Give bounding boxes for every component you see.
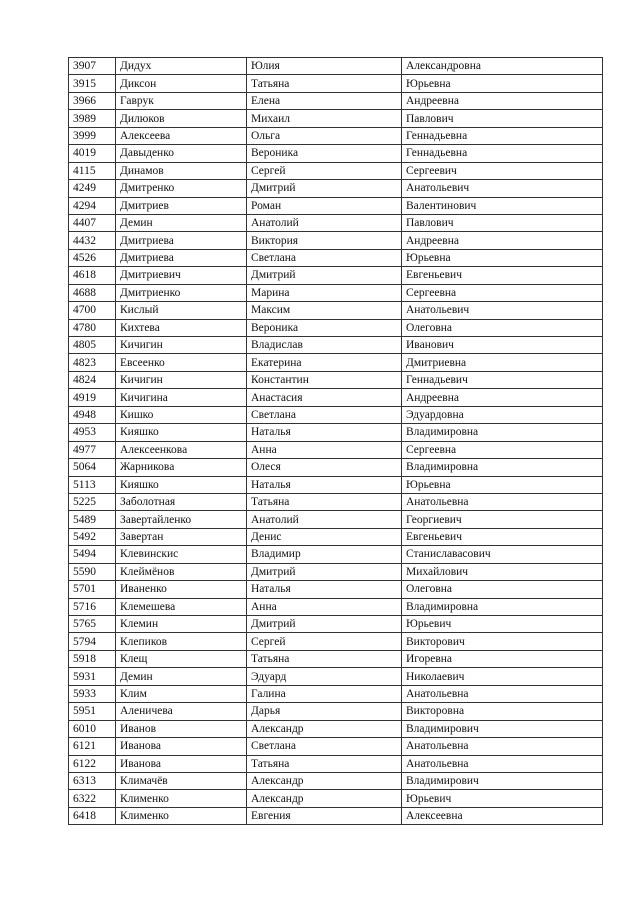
cell-number: 4948: [69, 406, 116, 423]
cell-patronymic: Георгиевич: [402, 511, 603, 528]
table-row: [69, 127, 603, 144]
cell-first-name: Сергей: [247, 633, 402, 650]
cell-first-name: Анна: [247, 598, 402, 615]
cell-first-name: Олеся: [247, 459, 402, 476]
cell-patronymic: Игоревна: [402, 650, 603, 667]
cell-patronymic: Андреевна: [402, 232, 603, 249]
cell-number: 4294: [69, 197, 116, 214]
cell-number: 4919: [69, 389, 116, 406]
cell-patronymic: Анатольевна: [402, 685, 603, 702]
table-row: [69, 284, 603, 301]
cell-first-name: Екатерина: [247, 354, 402, 371]
cell-last-name: Демин: [116, 214, 247, 231]
cell-last-name: Кичигина: [116, 389, 247, 406]
cell-first-name: Михаил: [247, 110, 402, 127]
cell-patronymic: Юрьевна: [402, 75, 603, 92]
table-row: [69, 92, 603, 109]
cell-last-name: Кияшко: [116, 476, 247, 493]
cell-last-name: Иваненко: [116, 581, 247, 598]
cell-number: 4249: [69, 180, 116, 197]
cell-number: 4700: [69, 302, 116, 319]
cell-number: 4805: [69, 337, 116, 354]
cell-patronymic: Владимировна: [402, 459, 603, 476]
cell-number: 4407: [69, 214, 116, 231]
cell-patronymic: Станиславасович: [402, 546, 603, 563]
cell-first-name: Сергей: [247, 162, 402, 179]
cell-patronymic: Евгеньевич: [402, 528, 603, 545]
cell-patronymic: Анатольевна: [402, 738, 603, 755]
cell-first-name: Наталья: [247, 581, 402, 598]
cell-first-name: Татьяна: [247, 493, 402, 510]
cell-first-name: Евгения: [247, 807, 402, 824]
table-row: [69, 232, 603, 249]
cell-last-name: Дмитриева: [116, 249, 247, 266]
cell-last-name: Завертайленко: [116, 511, 247, 528]
cell-number: 5794: [69, 633, 116, 650]
cell-last-name: Клемешева: [116, 598, 247, 615]
cell-patronymic: Павлович: [402, 214, 603, 231]
cell-patronymic: Михайлович: [402, 563, 603, 580]
cell-first-name: Марина: [247, 284, 402, 301]
table-row: [69, 546, 603, 563]
cell-number: 5590: [69, 563, 116, 580]
cell-last-name: Кичигин: [116, 337, 247, 354]
table-row: [69, 162, 603, 179]
cell-patronymic: Евгеньевич: [402, 267, 603, 284]
table-row: [69, 302, 603, 319]
table-row: [69, 616, 603, 633]
cell-first-name: Денис: [247, 528, 402, 545]
cell-first-name: Татьяна: [247, 755, 402, 772]
table-row: [69, 110, 603, 127]
cell-last-name: Клепиков: [116, 633, 247, 650]
cell-first-name: Анатолий: [247, 511, 402, 528]
cell-last-name: Кислый: [116, 302, 247, 319]
table-row: [69, 214, 603, 231]
cell-patronymic: Олеговна: [402, 319, 603, 336]
table-row: [69, 406, 603, 423]
cell-patronymic: Олеговна: [402, 581, 603, 598]
cell-number: 4019: [69, 145, 116, 162]
cell-last-name: Кияшко: [116, 424, 247, 441]
table-row: [69, 598, 603, 615]
table-row: [69, 528, 603, 545]
cell-number: 6418: [69, 807, 116, 824]
cell-number: 5489: [69, 511, 116, 528]
cell-patronymic: Геннадьевна: [402, 145, 603, 162]
table-row: [69, 319, 603, 336]
cell-last-name: Дидух: [116, 58, 247, 75]
table-row: [69, 650, 603, 667]
cell-first-name: Дмитрий: [247, 180, 402, 197]
table-row: [69, 371, 603, 388]
table-row: [69, 581, 603, 598]
cell-patronymic: Андреевна: [402, 389, 603, 406]
cell-last-name: Алексеенкова: [116, 441, 247, 458]
cell-first-name: Елена: [247, 92, 402, 109]
cell-first-name: Александр: [247, 772, 402, 789]
cell-number: 3915: [69, 75, 116, 92]
cell-first-name: Дарья: [247, 703, 402, 720]
cell-number: 4526: [69, 249, 116, 266]
cell-patronymic: Викторовна: [402, 703, 603, 720]
cell-patronymic: Юрьевич: [402, 616, 603, 633]
cell-number: 5064: [69, 459, 116, 476]
cell-patronymic: Валентинович: [402, 197, 603, 214]
table-row: [69, 493, 603, 510]
cell-patronymic: Владимировна: [402, 424, 603, 441]
cell-patronymic: Александровна: [402, 58, 603, 75]
table-row: [69, 180, 603, 197]
cell-patronymic: Анатольевич: [402, 180, 603, 197]
cell-number: 5494: [69, 546, 116, 563]
cell-patronymic: Алексеевна: [402, 807, 603, 824]
table-row: [69, 511, 603, 528]
cell-patronymic: Николаевич: [402, 668, 603, 685]
cell-number: 5933: [69, 685, 116, 702]
table-row: [69, 58, 603, 75]
cell-first-name: Виктория: [247, 232, 402, 249]
cell-first-name: Галина: [247, 685, 402, 702]
cell-first-name: Эдуард: [247, 668, 402, 685]
cell-patronymic: Юрьевна: [402, 476, 603, 493]
cell-first-name: Татьяна: [247, 75, 402, 92]
cell-last-name: Иванова: [116, 738, 247, 755]
table-row: [69, 720, 603, 737]
table-row: [69, 807, 603, 824]
cell-patronymic: Анатольевна: [402, 493, 603, 510]
cell-patronymic: Владимирович: [402, 772, 603, 789]
cell-first-name: Александр: [247, 790, 402, 807]
cell-first-name: Анатолий: [247, 214, 402, 231]
cell-last-name: Клеймёнов: [116, 563, 247, 580]
cell-first-name: Дмитрий: [247, 267, 402, 284]
table-row: [69, 476, 603, 493]
cell-patronymic: Андреевна: [402, 92, 603, 109]
cell-first-name: Анастасия: [247, 389, 402, 406]
cell-patronymic: Владимировна: [402, 598, 603, 615]
cell-last-name: Давыденко: [116, 145, 247, 162]
cell-last-name: Демин: [116, 668, 247, 685]
cell-first-name: Анна: [247, 441, 402, 458]
cell-number: 4688: [69, 284, 116, 301]
cell-number: 3907: [69, 58, 116, 75]
cell-last-name: Иванов: [116, 720, 247, 737]
cell-number: 4618: [69, 267, 116, 284]
cell-last-name: Дмитриев: [116, 197, 247, 214]
cell-last-name: Гаврук: [116, 92, 247, 109]
cell-patronymic: Сергеевна: [402, 284, 603, 301]
cell-number: 6010: [69, 720, 116, 737]
cell-patronymic: Юрьевна: [402, 249, 603, 266]
cell-last-name: Кичигин: [116, 371, 247, 388]
cell-number: 4977: [69, 441, 116, 458]
cell-number: 5765: [69, 616, 116, 633]
cell-first-name: Светлана: [247, 406, 402, 423]
table-row: [69, 790, 603, 807]
cell-first-name: Дмитрий: [247, 563, 402, 580]
cell-patronymic: Владимирович: [402, 720, 603, 737]
cell-patronymic: Анатольевич: [402, 302, 603, 319]
cell-number: 5701: [69, 581, 116, 598]
cell-last-name: Кишко: [116, 406, 247, 423]
table-row: [69, 389, 603, 406]
cell-number: 3999: [69, 127, 116, 144]
cell-number: 5951: [69, 703, 116, 720]
cell-number: 5918: [69, 650, 116, 667]
cell-patronymic: Геннадьевна: [402, 127, 603, 144]
table-row: [69, 685, 603, 702]
cell-first-name: Вероника: [247, 145, 402, 162]
cell-number: 5113: [69, 476, 116, 493]
cell-patronymic: Сергеевич: [402, 162, 603, 179]
cell-number: 5931: [69, 668, 116, 685]
table-row: [69, 441, 603, 458]
cell-last-name: Клим: [116, 685, 247, 702]
cell-first-name: Максим: [247, 302, 402, 319]
cell-patronymic: Анатольевна: [402, 755, 603, 772]
table-row: [69, 337, 603, 354]
cell-first-name: Александр: [247, 720, 402, 737]
cell-patronymic: Дмитриевна: [402, 354, 603, 371]
cell-first-name: Светлана: [247, 249, 402, 266]
cell-last-name: Дилюков: [116, 110, 247, 127]
cell-first-name: Владислав: [247, 337, 402, 354]
cell-last-name: Кихтева: [116, 319, 247, 336]
cell-last-name: Жарникова: [116, 459, 247, 476]
cell-last-name: Клемин: [116, 616, 247, 633]
table-row: [69, 424, 603, 441]
cell-patronymic: Юрьевич: [402, 790, 603, 807]
cell-first-name: Наталья: [247, 424, 402, 441]
cell-number: 5225: [69, 493, 116, 510]
cell-number: 5492: [69, 528, 116, 545]
cell-number: 4780: [69, 319, 116, 336]
cell-patronymic: Геннадьевич: [402, 371, 603, 388]
cell-patronymic: Иванович: [402, 337, 603, 354]
table-row: [69, 772, 603, 789]
table-row: [69, 563, 603, 580]
table-row: [69, 633, 603, 650]
cell-first-name: Владимир: [247, 546, 402, 563]
table-row: [69, 738, 603, 755]
cell-number: 6313: [69, 772, 116, 789]
cell-last-name: Дмитренко: [116, 180, 247, 197]
cell-number: 3989: [69, 110, 116, 127]
cell-first-name: Роман: [247, 197, 402, 214]
table-row: [69, 459, 603, 476]
cell-last-name: Дмитриенко: [116, 284, 247, 301]
cell-number: 4115: [69, 162, 116, 179]
cell-number: 6121: [69, 738, 116, 755]
cell-first-name: Юлия: [247, 58, 402, 75]
table-row: [69, 197, 603, 214]
cell-number: 3966: [69, 92, 116, 109]
cell-last-name: Евсеенко: [116, 354, 247, 371]
cell-last-name: Дмитриева: [116, 232, 247, 249]
cell-last-name: Дмитриевич: [116, 267, 247, 284]
cell-number: 4953: [69, 424, 116, 441]
cell-last-name: Заболотная: [116, 493, 247, 510]
table-row: [69, 755, 603, 772]
cell-number: 5716: [69, 598, 116, 615]
cell-last-name: Климачёв: [116, 772, 247, 789]
table-row: [69, 249, 603, 266]
cell-first-name: Ольга: [247, 127, 402, 144]
cell-patronymic: Викторович: [402, 633, 603, 650]
table-row: [69, 267, 603, 284]
cell-first-name: Вероника: [247, 319, 402, 336]
cell-last-name: Клещ: [116, 650, 247, 667]
cell-patronymic: Сергеевна: [402, 441, 603, 458]
cell-last-name: Динамов: [116, 162, 247, 179]
cell-last-name: Иванова: [116, 755, 247, 772]
cell-first-name: Дмитрий: [247, 616, 402, 633]
table-row: [69, 703, 603, 720]
cell-last-name: Клевинскис: [116, 546, 247, 563]
cell-last-name: Диксон: [116, 75, 247, 92]
cell-first-name: Татьяна: [247, 650, 402, 667]
table-row: [69, 145, 603, 162]
cell-patronymic: Эдуардовна: [402, 406, 603, 423]
cell-last-name: Алексеева: [116, 127, 247, 144]
cell-number: 6322: [69, 790, 116, 807]
cell-number: 4823: [69, 354, 116, 371]
table-body: [69, 58, 603, 825]
name-list-table: [68, 57, 603, 825]
cell-last-name: Аленичева: [116, 703, 247, 720]
table-row: [69, 75, 603, 92]
cell-last-name: Клименко: [116, 807, 247, 824]
cell-number: 6122: [69, 755, 116, 772]
cell-first-name: Светлана: [247, 738, 402, 755]
cell-patronymic: Павлович: [402, 110, 603, 127]
cell-last-name: Клименко: [116, 790, 247, 807]
cell-last-name: Завертан: [116, 528, 247, 545]
cell-first-name: Константин: [247, 371, 402, 388]
table-row: [69, 668, 603, 685]
cell-number: 4824: [69, 371, 116, 388]
cell-number: 4432: [69, 232, 116, 249]
cell-first-name: Наталья: [247, 476, 402, 493]
table-row: [69, 354, 603, 371]
